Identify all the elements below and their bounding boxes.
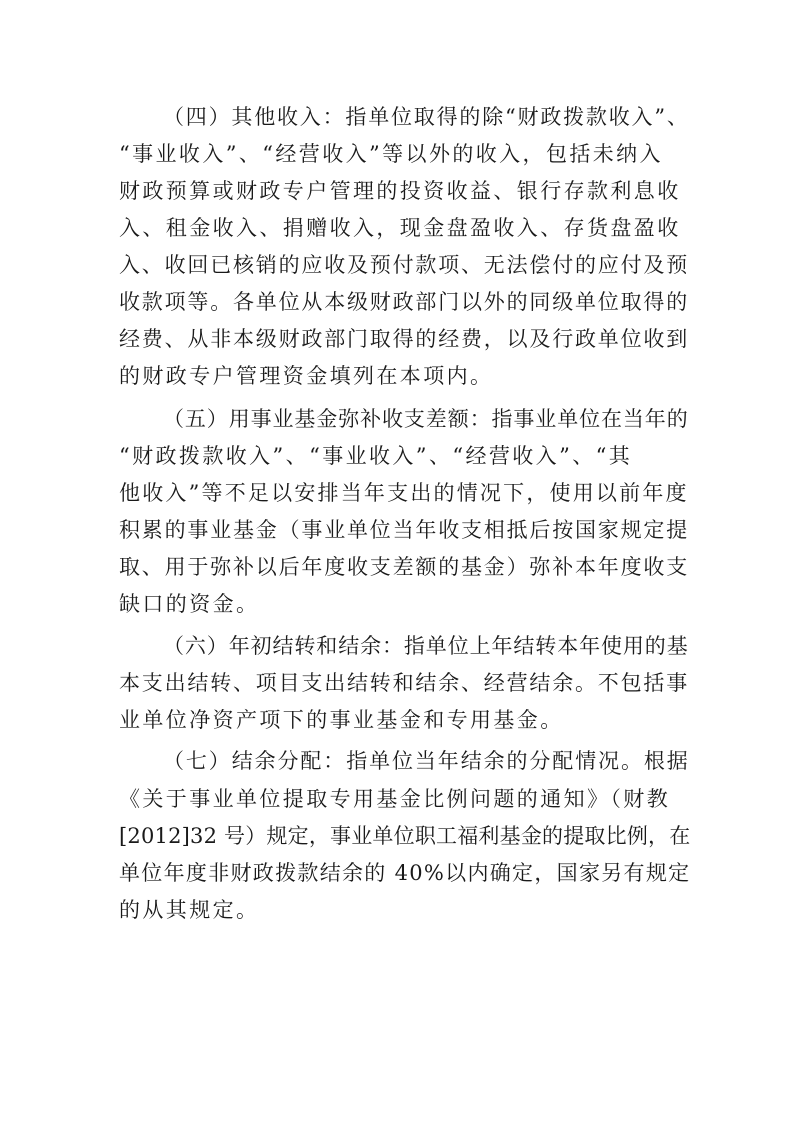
paragraph-1-line-5: 入、收回已核销的应收及预付款项、无法偿付的应付及预: [119, 253, 689, 277]
paragraph-2-line-4: 积累的事业基金（事业单位当年收支相抵后按国家规定提: [119, 518, 689, 542]
paragraph-1-line-3: 财政预算或财政专户管理的投资收益、银行存款利息收: [119, 179, 681, 203]
paragraph-3-line-2: 本支出结转、项目支出结转和结余、经营结余。不包括事: [119, 671, 689, 695]
paragraph-4-line-3: [2012]32 号）规定，事业单位职工福利基金的提取比例，在: [119, 824, 691, 848]
paragraph-1-line-6: 收款项等。各单位从本级财政部门以外的同级单位取得的: [119, 290, 689, 314]
paragraph-1-line-8: 的财政专户管理资金填列在本项内。: [119, 364, 494, 388]
paragraph-4-line-5: 的从其规定。: [119, 898, 260, 922]
paragraph-2-line-3: 他收入”等不足以安排当年支出的情况下，使用以前年度: [119, 481, 689, 505]
paragraph-1-line-4: 入、租金收入、捐赠收入，现金盘盈收入、存货盘盈收: [119, 216, 681, 240]
paragraph-1-line-1: （四）其他收入：指单位取得的除“财政拨款收入”、: [163, 105, 690, 129]
paragraph-4-line-1: （七）结余分配：指单位当年结余的分配情况。根据: [163, 749, 690, 773]
paragraph-1-line-7: 经费、从非本级财政部门取得的经费，以及行政单位收到: [119, 327, 689, 351]
paragraph-4-line-4: 单位年度非财政拨款结余的 40%以内确定，国家另有规定: [119, 861, 691, 885]
paragraph-2-line-2: “财政拨款收入”、“事业收入”、“经营收入”、“其: [119, 444, 633, 468]
paragraph-2-line-5: 取、用于弥补以后年度收支差额的基金）弥补本年度收支: [119, 555, 689, 579]
paragraph-4-line-2: 《关于事业单位提取专用基金比例问题的通知》（财教: [119, 787, 671, 811]
paragraph-2-line-1: （五）用事业基金弥补收支差额：指事业单位在当年的: [163, 407, 689, 431]
paragraph-1-line-2: “事业收入”、“经营收入”等以外的收入，包括未纳入: [119, 142, 663, 166]
paragraph-3-line-3: 业单位净资产项下的事业基金和专用基金。: [119, 708, 564, 732]
paragraph-2-line-6: 缺口的资金。: [119, 592, 260, 616]
paragraph-3-line-1: （六）年初结转和结余：指单位上年结转本年使用的基: [163, 634, 689, 658]
